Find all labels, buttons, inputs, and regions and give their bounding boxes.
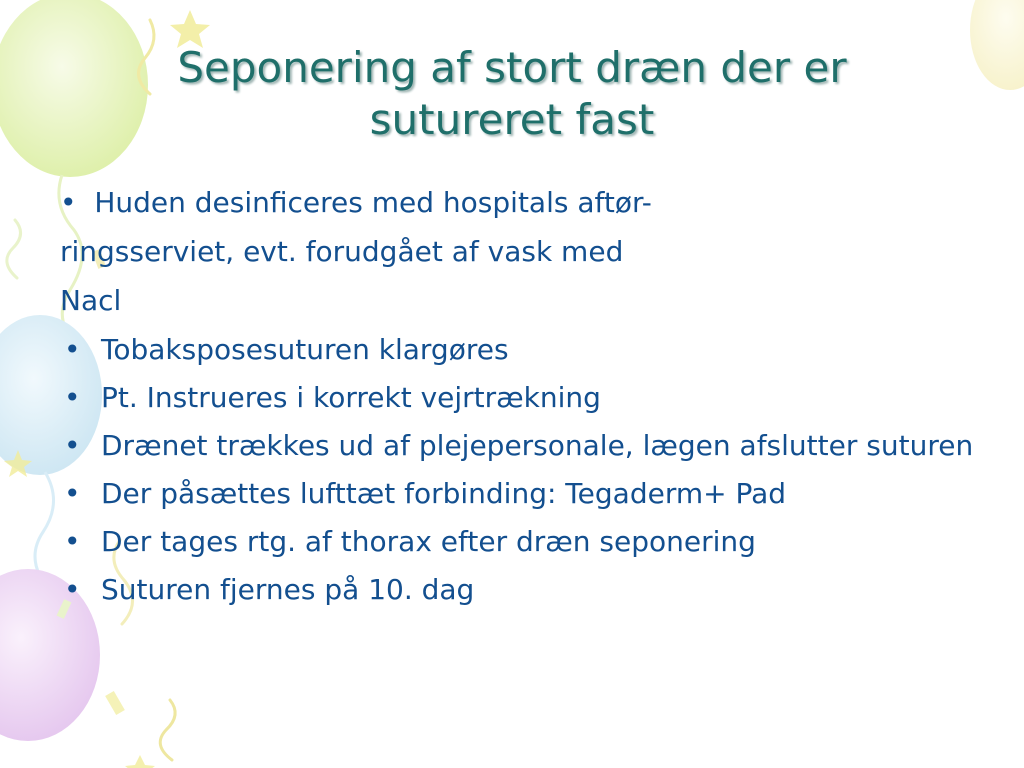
first-item-line-2: ringsserviet, evt. forudgået af vask med [60, 235, 624, 268]
first-item [60, 186, 980, 318]
bullet-icon: • [64, 381, 81, 414]
bullet-item-text: Der påsættes lufttæt forbinding: Tegaderm+ Pad [101, 477, 787, 510]
slide-title-line-2: sutureret fast [369, 95, 655, 144]
bullet-icon: • [64, 333, 81, 366]
bullet-item [60, 525, 980, 559]
first-item-line-1 [60, 186, 980, 220]
bullet-item-text: Pt. Instrueres i korrekt vejrtrækning [101, 381, 601, 414]
bullet-item [60, 381, 980, 415]
bullet-icon: • [64, 573, 81, 606]
bullet-icon: • [64, 477, 81, 510]
bullet-item [60, 573, 980, 607]
first-item-line-3: Nacl [60, 284, 122, 317]
slide-title [40, 42, 984, 146]
bullet-item-text: Suturen fjernes på 10. dag [101, 573, 475, 606]
slide-body [60, 186, 980, 621]
bullet-item [60, 429, 980, 463]
bullet-icon: • [64, 525, 81, 558]
bullet-item-text: Tobaksposesuturen klargøres [101, 333, 509, 366]
bullet-item-text: Drænet trækkes ud af plejepersonale, lægen afslutter suturen [101, 429, 974, 462]
slide-title-line-1: Seponering af stort dræn der er [177, 43, 847, 92]
bullet-item [60, 333, 980, 367]
bullet-item [60, 477, 980, 511]
bullet-icon: • [64, 429, 81, 462]
first-item-text-1: Huden desinficeres med hospitals aftør- [94, 186, 652, 219]
bullet-icon: • [60, 186, 77, 219]
bullet-item-text: Der tages rtg. af thorax efter dræn seponering [101, 525, 756, 558]
